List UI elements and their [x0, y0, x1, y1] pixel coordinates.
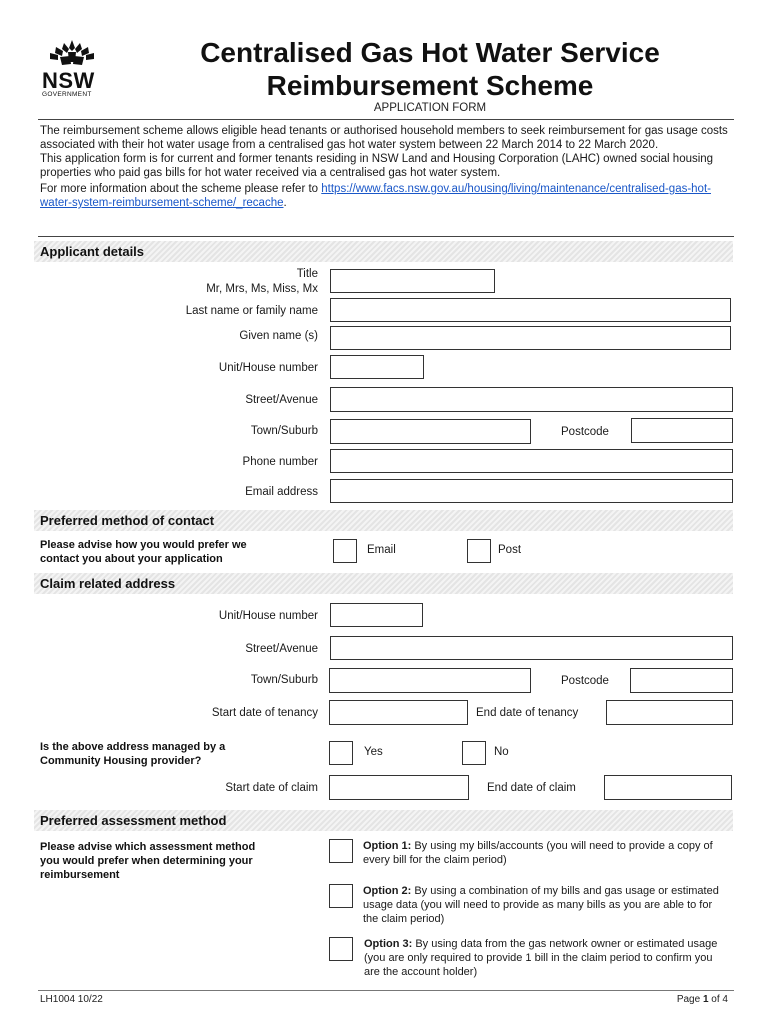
footer-divider: [38, 990, 734, 991]
applicant-postcode-input[interactable]: [631, 418, 733, 443]
section-claim-address: Claim related address: [34, 573, 733, 594]
given-name-label: Given name (s): [239, 330, 318, 342]
start-tenancy-input[interactable]: [329, 700, 468, 725]
logo-subtext: GOVERNMENT: [42, 91, 92, 98]
claim-street-input[interactable]: [330, 636, 733, 660]
contact-email-label: Email: [367, 544, 396, 556]
section-assessment-method: Preferred assessment method: [34, 810, 733, 831]
applicant-town-input[interactable]: [330, 419, 531, 444]
claim-town-input[interactable]: [329, 668, 531, 693]
page-current: 1: [702, 994, 709, 1005]
claim-unit-label: Unit/House number: [218, 610, 318, 622]
start-claim-label: Start date of claim: [225, 782, 318, 794]
email-input[interactable]: [330, 479, 733, 503]
title-hint: Mr, Mrs, Ms, Miss, Mx: [206, 283, 318, 295]
logo-wordmark: NSW: [42, 68, 95, 93]
contact-post-checkbox[interactable]: [467, 539, 491, 563]
option-2-checkbox[interactable]: [329, 884, 353, 908]
contact-question-line-1: Please advise how you would prefer we: [40, 539, 247, 551]
assessment-question-line-2: you would prefer when determining your: [40, 855, 253, 867]
claim-street-label: Street/Avenue: [245, 643, 318, 655]
section-preferred-contact: Preferred method of contact: [34, 510, 733, 531]
intro-paragraph-1: The reimbursement scheme allows eligible head tenants or authorised household members to seek reimbursement for gas usage costs associated with their hot water usage from a centralised gas hot water system between 22 March 2014 to 22 March 2020.: [40, 125, 728, 151]
contact-email-checkbox[interactable]: [333, 539, 357, 563]
form-code: LH1004 10/22: [40, 994, 103, 1005]
community-question-line-1: Is the above address managed by a: [40, 741, 226, 753]
claim-postcode-input[interactable]: [630, 668, 733, 693]
section-applicant-details: Applicant details: [34, 241, 733, 262]
option-1-text: [363, 839, 723, 867]
applicant-street-label: Street/Avenue: [245, 394, 318, 406]
assessment-question: [40, 840, 320, 882]
given-name-input[interactable]: [330, 326, 731, 350]
option-2-text: [363, 884, 725, 926]
last-name-input[interactable]: [330, 298, 731, 322]
page-indicator: [600, 994, 728, 1005]
option-3-text: [364, 937, 724, 979]
option-3-title: Option 3:: [364, 938, 413, 950]
email-label: Email address: [245, 486, 318, 498]
scheme-info-link[interactable]: https://www.facs.nsw.gov.au/housing/living/maintenance/centralised-gas-hot-water-system-reimbursement-scheme/_recache: [40, 183, 711, 209]
start-claim-input[interactable]: [329, 775, 469, 800]
title-input[interactable]: [330, 269, 495, 293]
intro-divider: [38, 236, 734, 237]
contact-post-label: Post: [498, 544, 522, 556]
applicant-postcode-label: Postcode: [561, 426, 609, 438]
applicant-unit-label: Unit/House number: [218, 362, 318, 374]
applicant-street-input[interactable]: [330, 387, 733, 412]
page-total: of 4: [708, 994, 728, 1005]
page-title: [130, 36, 730, 102]
community-no-label: No: [494, 746, 509, 758]
last-name-label: Last name or family name: [185, 305, 318, 317]
option-3-checkbox[interactable]: [329, 937, 353, 961]
option-3-description: By using data from the gas network owner or estimated usage (you are only required to provide 1 bill in the claim period to confirm you are the account holder): [364, 938, 718, 978]
phone-label: Phone number: [242, 456, 318, 468]
applicant-unit-input[interactable]: [330, 355, 424, 379]
contact-question-line-2: contact you about your application: [40, 553, 223, 565]
assessment-question-line-3: reimbursement: [40, 869, 120, 881]
nsw-government-logo: [40, 38, 104, 100]
contact-question: [40, 538, 320, 566]
intro-more-info-text: For more information about the scheme please refer to: [40, 183, 322, 195]
community-yes-label: Yes: [364, 746, 383, 758]
form-subtitle: APPLICATION FORM: [373, 102, 487, 114]
community-question-line-2: Community Housing provider?: [40, 755, 202, 767]
option-2-title: Option 2:: [363, 885, 412, 897]
end-tenancy-input[interactable]: [606, 700, 733, 725]
intro-paragraph-3: [40, 182, 734, 210]
waratah-icon: [44, 38, 100, 70]
intro-link-suffix: .: [283, 197, 287, 209]
title-line-2: Reimbursement Scheme: [266, 70, 594, 101]
intro-paragraph-2: This application form is for current and former tenants residing in NSW Land and Housing Corporation (LAHC) owned social housing properties who paid gas bills for hot water received via a centralised gas hot water system.: [40, 153, 714, 179]
option-1-checkbox[interactable]: [329, 839, 353, 863]
claim-unit-input[interactable]: [330, 603, 423, 627]
assessment-question-line-1: Please advise which assessment method: [40, 841, 256, 853]
header-divider: [38, 119, 734, 120]
option-1-title: Option 1:: [363, 840, 412, 852]
applicant-town-label: Town/Suburb: [250, 425, 318, 437]
start-tenancy-label: Start date of tenancy: [211, 707, 318, 719]
option-2-description: By using a combination of my bills and gas usage or estimated usage data (you will need to provide as many bills as you are able to for the claim period): [363, 885, 719, 925]
intro-text: [40, 124, 734, 210]
title-line-1: Centralised Gas Hot Water Service: [200, 37, 660, 68]
community-yes-checkbox[interactable]: [329, 741, 353, 765]
community-no-checkbox[interactable]: [462, 741, 486, 765]
claim-town-label: Town/Suburb: [250, 674, 318, 686]
end-tenancy-label: End date of tenancy: [476, 707, 579, 719]
end-claim-input[interactable]: [604, 775, 732, 800]
end-claim-label: End date of claim: [487, 782, 576, 794]
option-1-description: By using my bills/accounts (you will need to provide a copy of every bill for the claim period): [363, 840, 713, 866]
claim-postcode-label: Postcode: [561, 675, 609, 687]
title-label: Title: [296, 268, 318, 280]
page-prefix: Page: [676, 994, 703, 1005]
community-housing-question: [40, 740, 320, 768]
phone-input[interactable]: [330, 449, 733, 473]
